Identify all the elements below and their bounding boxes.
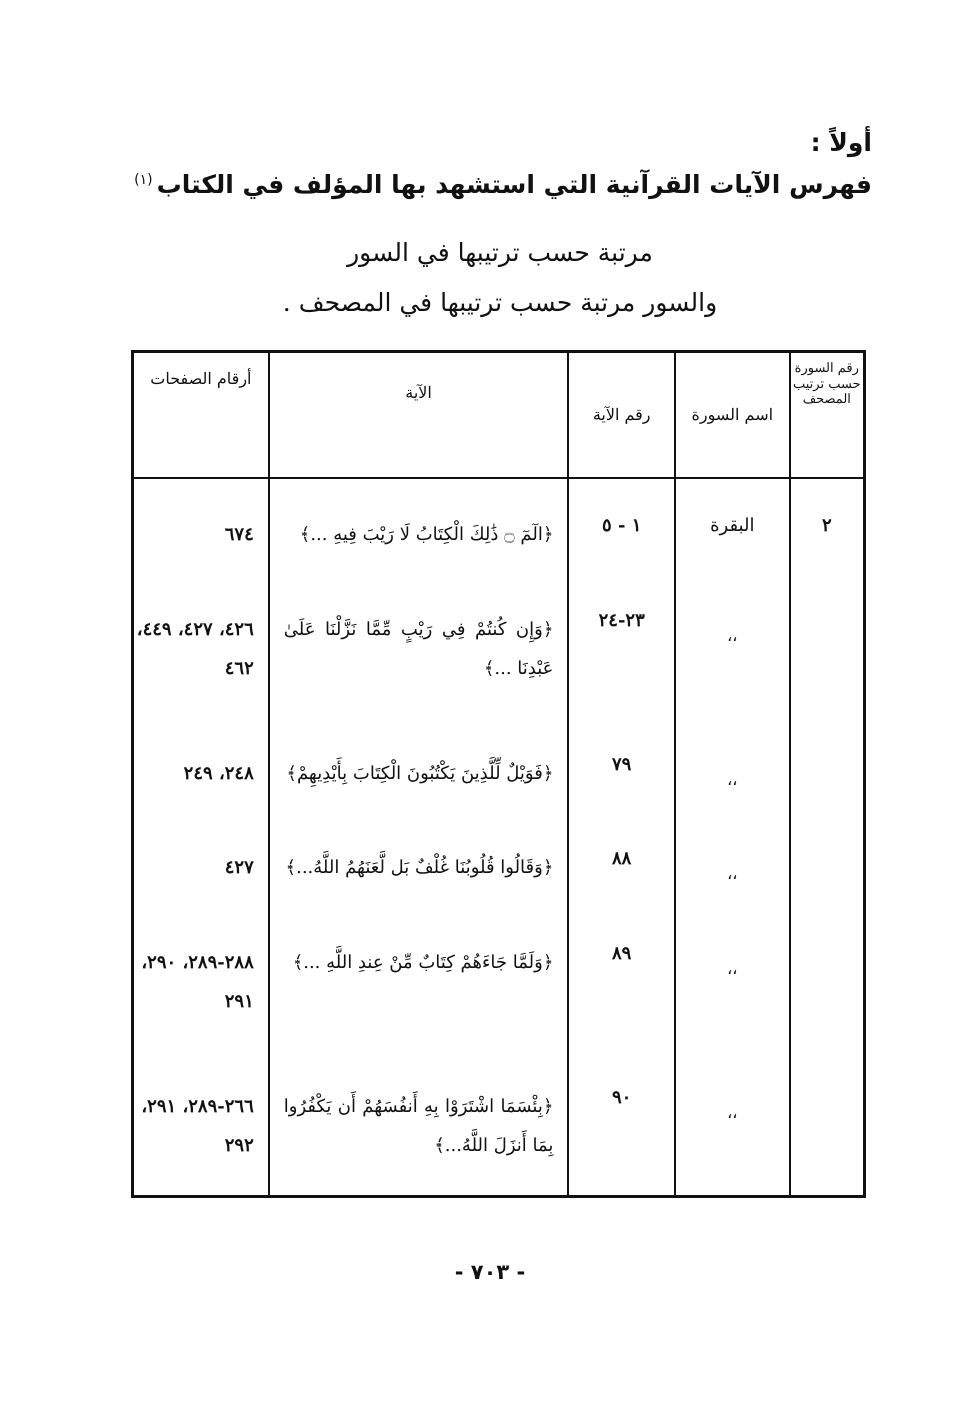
table-row [133, 478, 865, 574]
cell-ayah: ﴿وَلَمَّا جَاءَهُمْ كِتَابٌ مِّنْ عِندِ اللَّهِ ...﴾ [269, 907, 569, 1051]
cell-surah-name: ،، [675, 718, 790, 812]
cell-ayah: ﴿وَإِن كُنتُمْ فِي رَيْبٍ مِّمَّا نَزَّلْنَا عَلَىٰ عَبْدِنَا ...﴾ [269, 574, 569, 718]
cell-surah-order [790, 1051, 865, 1197]
verse-index-table [131, 350, 866, 1198]
cell-surah-name: ،، [675, 1051, 790, 1197]
cell-surah-order: ٢ [790, 478, 865, 574]
cell-ayah-number: ٧٩ [568, 718, 675, 812]
cell-pages: ٢٨٨-٢٨٩، ٢٩٠، ٢٩١ [133, 907, 269, 1051]
cell-ayah-number: ٢٣-٢٤ [568, 574, 675, 718]
cell-surah-name: ،، [675, 907, 790, 1051]
cell-surah-order [790, 574, 865, 718]
page-title-text: فهرس الآيات القرآنية التي استشهد بها المؤلف في الكتاب [156, 170, 872, 199]
header-pages: أرقام الصفحات [133, 352, 269, 479]
table-row [133, 907, 865, 1051]
cell-ayah-number: ٩٠ [568, 1051, 675, 1197]
cell-pages: ٤٢٦، ٤٢٧، ٤٤٩، ٤٦٢ [133, 574, 269, 718]
page-number: - ٧٠٣ - [454, 1260, 526, 1284]
header-surah-name: اسم السورة [675, 352, 790, 479]
table-header-row [133, 352, 865, 479]
cell-ayah: ﴿وَقَالُوا قُلُوبُنَا غُلْفٌ بَل لَّعَنَهُمُ اللَّهُ...﴾ [269, 812, 569, 906]
subtitle-line-2: والسور مرتبة حسب ترتيبها في المصحف . [282, 288, 718, 317]
cell-pages: ٤٢٧ [133, 812, 269, 906]
cell-surah-name: ،، [675, 574, 790, 718]
cell-ayah: ﴿بِئْسَمَا اشْتَرَوْا بِهِ أَنفُسَهُمْ أَن يَكْفُرُوا بِمَا أَنزَلَ اللَّهُ...﴾ [269, 1051, 569, 1197]
cell-pages: ٦٧٤ [133, 478, 269, 574]
cell-surah-order [790, 812, 865, 906]
header-surah-order: رقم السورة حسب ترتيب المصحف [790, 352, 865, 479]
cell-surah-name: ،، [675, 812, 790, 906]
table-row [133, 718, 865, 812]
cell-ayah-number: ١ - ٥ [568, 478, 675, 574]
cell-ayah-number: ٨٩ [568, 907, 675, 1051]
cell-surah-order [790, 718, 865, 812]
section-label: أولاً : [810, 128, 872, 157]
cell-ayah: ﴿الٓمٓ ۝ ذَٰلِكَ الْكِتَابُ لَا رَيْبَ فِيهِ ...﴾ [269, 478, 569, 574]
cell-ayah: ﴿فَوَيْلٌ لِّلَّذِينَ يَكْتُبُونَ الْكِتَابَ بِأَيْدِيهِمْ﴾ [269, 718, 569, 812]
table-row [133, 574, 865, 718]
cell-ayah-number: ٨٨ [568, 812, 675, 906]
footnote-marker: (١) [134, 171, 153, 188]
page-title [134, 170, 872, 199]
table-row [133, 1051, 865, 1197]
subtitle-line-1: مرتبة حسب ترتيبها في السور [347, 238, 653, 267]
cell-pages: ٢٦٦-٢٨٩، ٢٩١، ٢٩٢ [133, 1051, 269, 1197]
cell-pages: ٢٤٨، ٢٤٩ [133, 718, 269, 812]
header-ayah-number: رقم الآية [568, 352, 675, 479]
cell-surah-order [790, 907, 865, 1051]
table-row [133, 812, 865, 906]
cell-surah-name: البقرة [675, 478, 790, 574]
header-ayah: الآية [269, 352, 569, 479]
